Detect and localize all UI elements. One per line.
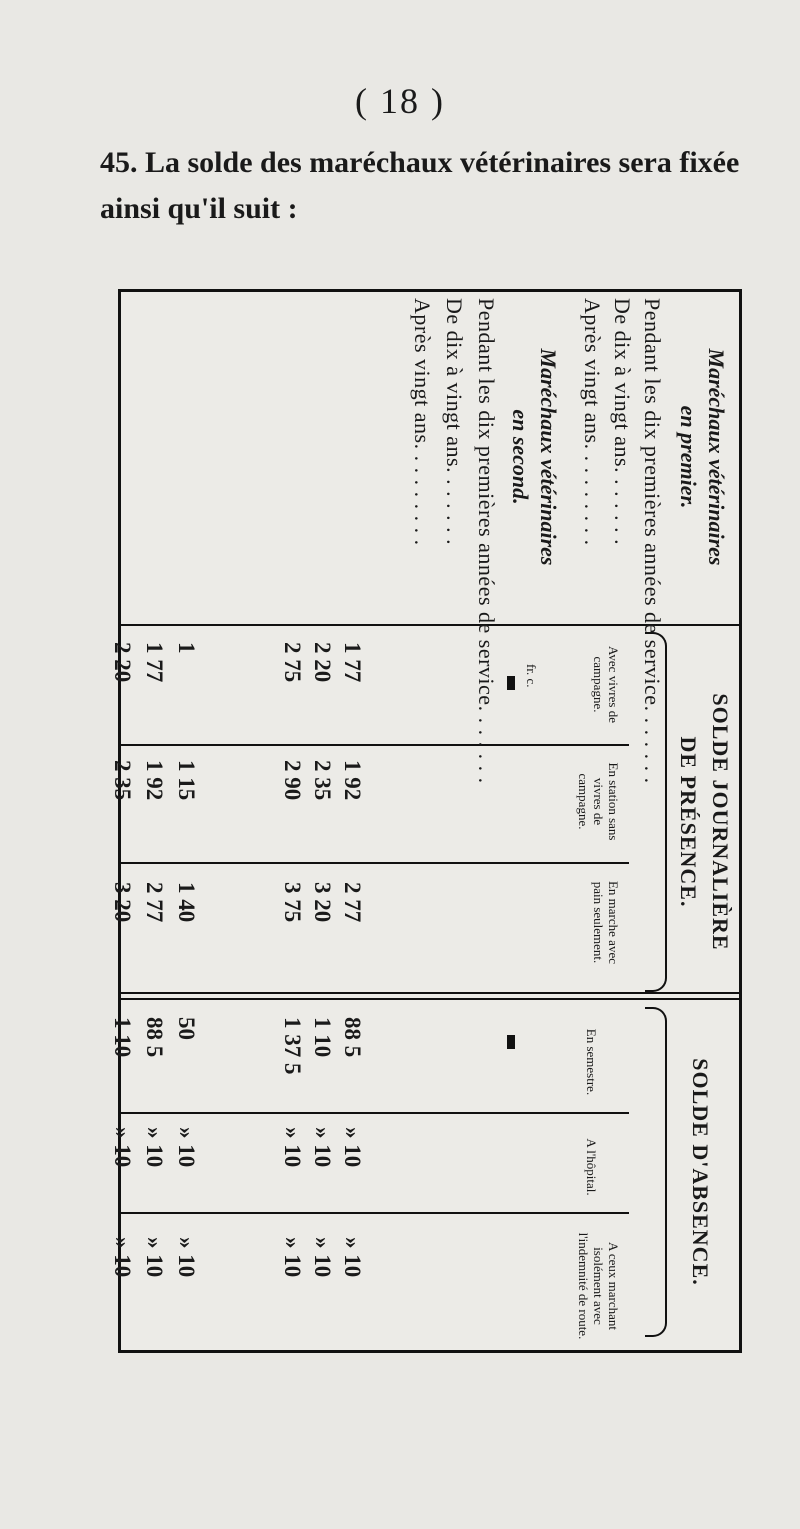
value-cell: 1 10 xyxy=(310,1017,335,1058)
value-cell: 1 15 xyxy=(174,760,199,801)
value-cell: » 10 xyxy=(280,1127,305,1168)
category-2-subtitle: en second. xyxy=(508,409,533,505)
category-1-subtitle: en premier. xyxy=(676,405,701,509)
col-head-en-station: En station sans vivres de campagne. xyxy=(576,762,621,841)
header-rule xyxy=(518,624,519,1350)
value-cell: » 10 xyxy=(174,1237,199,1278)
separator xyxy=(121,998,739,1000)
value-cell: 1 40 xyxy=(174,882,199,923)
value-cell: » 10 xyxy=(142,1127,167,1168)
value-cell: 2 20 xyxy=(310,642,335,683)
value-cell: » 10 xyxy=(174,1127,199,1168)
header-absence-title: SOLDE D'ABSENCE. xyxy=(688,1058,713,1286)
value-cell: 3 20 xyxy=(310,882,335,923)
separator xyxy=(121,1112,629,1114)
pay-table xyxy=(110,289,742,1353)
value-cell: » 10 xyxy=(142,1237,167,1278)
col-head-hopital: A l'hôpital. xyxy=(584,1138,599,1196)
value-cell: 1 77 xyxy=(340,642,365,683)
header-presence-title: SOLDE JOURNALIÈRE xyxy=(708,693,733,951)
value-cell: 2 35 xyxy=(110,760,135,801)
separator xyxy=(121,992,739,994)
row-label: Pendant les dix premières années de service. . . . . . . xyxy=(640,298,665,784)
value-cell: » 10 xyxy=(340,1237,365,1278)
separator xyxy=(121,862,629,864)
value-cell: 2 20 xyxy=(110,642,135,683)
col-head-avec-vivres: Avec vivres de campagne. xyxy=(591,645,621,723)
col-head-route: A ceux marchant isolément avec l'indemnité de route. xyxy=(576,1232,621,1340)
col-head-en-marche: En marche avec pain seulement. xyxy=(591,880,621,964)
value-cell: 1 10 xyxy=(110,1017,135,1058)
value-cell: 1 92 xyxy=(142,760,167,801)
value-cell: 88 5 xyxy=(340,1017,365,1058)
value-cell: 88 5 xyxy=(142,1017,167,1058)
row-label: Après vingt ans. . . . . . . . . xyxy=(410,298,435,546)
rule-mark xyxy=(507,1035,515,1049)
value-cell: 50 xyxy=(174,1017,199,1040)
value-cell: 2 35 xyxy=(310,760,335,801)
value-cell: 2 77 xyxy=(142,882,167,923)
col-head-semestre: En semestre. xyxy=(584,1028,599,1096)
separator xyxy=(121,1212,629,1214)
value-cell: » 10 xyxy=(280,1237,305,1278)
value-cell: » 10 xyxy=(310,1127,335,1168)
value-cell: 2 77 xyxy=(340,882,365,923)
pay-table-rotated xyxy=(110,292,739,1350)
category-1-title: Maréchaux vétérinaires xyxy=(704,348,729,566)
value-cell: » 10 xyxy=(110,1127,135,1168)
value-cell: 1 xyxy=(174,642,199,654)
value-cell: 2 75 xyxy=(280,642,305,683)
row-label: Pendant les dix premières années de service. . . . . . . xyxy=(474,298,499,784)
value-cell: » 10 xyxy=(110,1237,135,1278)
value-cell: » 10 xyxy=(310,1237,335,1278)
value-cell: » 10 xyxy=(340,1127,365,1168)
row-label: Après vingt ans. . . . . . . . . xyxy=(580,298,605,546)
article-paragraph: 45. La solde des maréchaux vétérinaires sera fixée ainsi qu'il suit : xyxy=(100,146,740,225)
header-absence-brace xyxy=(645,1007,667,1337)
rule-mark xyxy=(507,676,515,690)
row-label: De dix à vingt ans. . . . . . . xyxy=(442,298,467,546)
units-label: fr. c. xyxy=(524,664,539,688)
value-cell: 3 20 xyxy=(110,882,135,923)
separator xyxy=(121,744,629,746)
value-cell: 3 75 xyxy=(280,882,305,923)
value-cell: 1 37 5 xyxy=(280,1017,305,1075)
category-2-title: Maréchaux vétérinaires xyxy=(536,348,561,566)
header-presence-subtitle: DE PRÉSENCE. xyxy=(676,736,701,908)
row-label: De dix à vingt ans. . . . . . . xyxy=(610,298,635,546)
value-cell: 1 77 xyxy=(142,642,167,683)
page-number: ( 18 ) xyxy=(355,81,445,121)
value-cell: 1 92 xyxy=(340,760,365,801)
value-cell: 2 90 xyxy=(280,760,305,801)
